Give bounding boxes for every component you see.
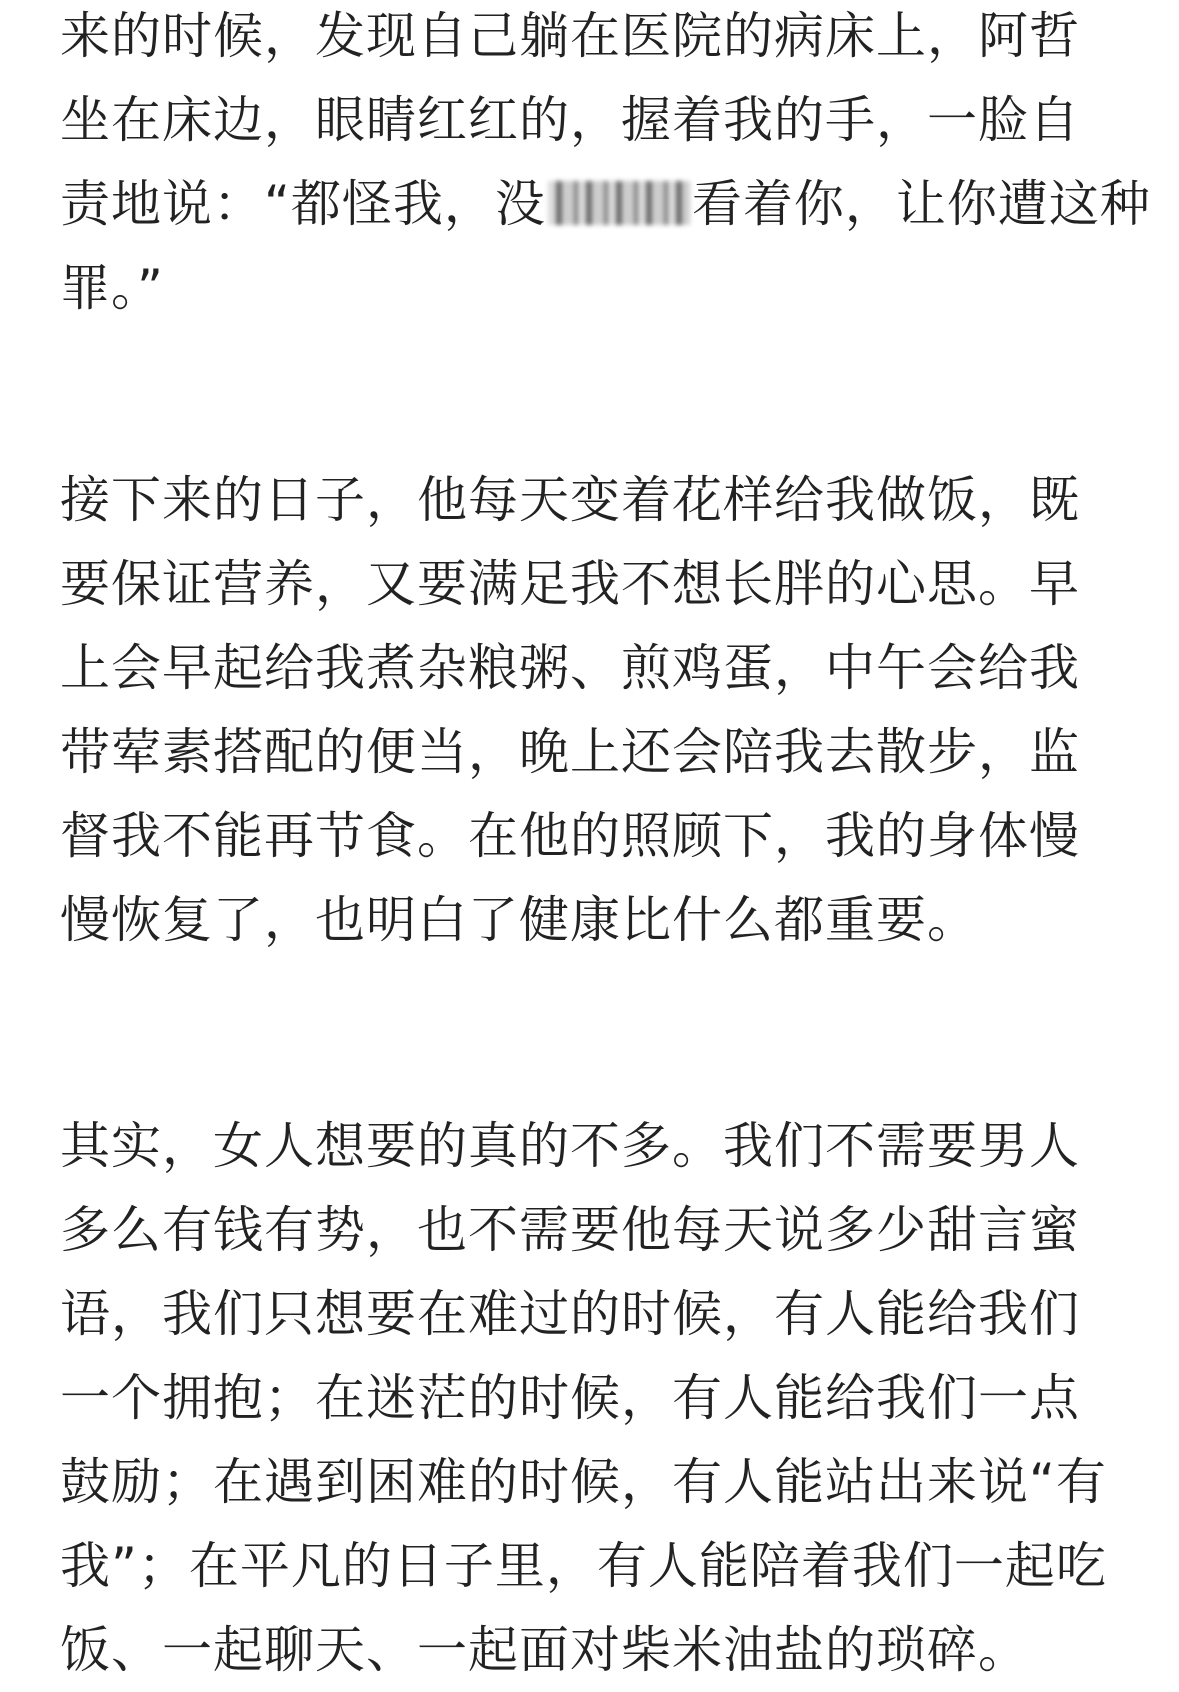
text-line: 带荤素搭配的便当，晚上还会陪我去散步，监 xyxy=(60,723,1080,781)
paragraph-care xyxy=(60,458,1080,962)
text-line: 饭、一起聊天、一起面对柴米油盐的琐碎。 xyxy=(60,1621,1029,1679)
paragraph-reflection xyxy=(60,1104,1107,1692)
text-line: 罪。” xyxy=(60,259,164,317)
text-line: 坐在床边，眼睛红红的，握着我的手，一脸自 xyxy=(60,91,1080,149)
text-line: 我”；在平凡的日子里，有人能陪着我们一起吃 xyxy=(60,1537,1107,1595)
paragraph-hospital xyxy=(60,0,1151,330)
text-line: 上会早起给我煮杂粮粥、煎鸡蛋，中午会给我 xyxy=(60,639,1080,697)
text-line: 接下来的日子，他每天变着花样给我做饭，既 xyxy=(60,471,1080,529)
text-line: 要保证营养，又要满足我不想长胖的心思。早 xyxy=(60,555,1080,613)
text-line xyxy=(60,162,1151,246)
text-line: 其实，女人想要的真的不多。我们不需要男人 xyxy=(60,1117,1080,1175)
text-line: 慢恢复了，也明白了健康比什么都重要。 xyxy=(60,891,978,949)
text-line: 一个拥抱；在迷茫的时候，有人能给我们一点 xyxy=(60,1369,1080,1427)
text-line: 督我不能再节食。在他的照顾下，我的身体慢 xyxy=(60,807,1080,865)
blurred-text-mask xyxy=(548,181,690,225)
text-line: 来的时候，发现自己躺在医院的病床上，阿哲 xyxy=(60,7,1080,65)
text-line: 鼓励；在遇到困难的时候，有人能站出来说“有 xyxy=(60,1453,1107,1511)
text-line: 语，我们只想要在难过的时候，有人能给我们 xyxy=(60,1285,1080,1343)
text-line: 多么有钱有势，也不需要他每天说多少甜言蜜 xyxy=(60,1201,1080,1259)
text-fragment: 责地说：“都怪我，没 xyxy=(60,175,546,233)
text-fragment: 看着你，让你遭这种 xyxy=(691,175,1151,233)
